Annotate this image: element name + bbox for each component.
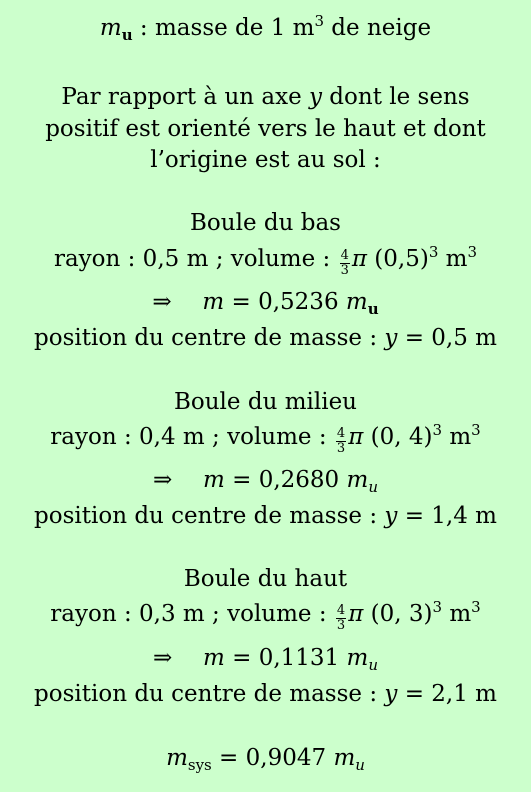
mu-symbol: m [333, 745, 356, 771]
axis-line-1 [0, 82, 531, 112]
mu-definition-text: : masse de 1 m [132, 15, 315, 41]
boule-haut-title: Boule du haut [183, 566, 348, 592]
total-mass-variable: m [166, 745, 188, 771]
mu-subscript: u [355, 756, 365, 774]
mu-subscript: u [368, 656, 378, 674]
volume-unit-exponent: 3 [471, 421, 481, 439]
axis-line-2: positif est orienté vers le haut et dont [45, 116, 486, 142]
boule-haut-rayon-volume [0, 599, 531, 633]
boule-bas-radius-paren: (0,5) [366, 246, 429, 272]
radius-exponent: 3 [428, 243, 439, 261]
boule-milieu-radius-paren: (0, 4) [363, 424, 433, 450]
total-mass-subscript: sys [187, 756, 212, 774]
radius-exponent: 3 [432, 421, 443, 439]
boule-bas-fraction [340, 249, 350, 278]
boule-bas-title: Boule du bas [190, 210, 341, 236]
volume-unit: m [442, 601, 472, 627]
boule-milieu-mass [0, 465, 531, 495]
volume-unit-exponent: 3 [471, 598, 481, 616]
boule-milieu-position-value: = 1,4 m [397, 503, 497, 529]
position-text: position du centre de masse : [34, 503, 385, 529]
boule-haut-rayon-text: rayon : 0,3 m ; volume : [50, 601, 334, 627]
mu-definition [0, 13, 531, 43]
position-variable: y [384, 681, 398, 707]
mu-subscript: u [121, 26, 133, 44]
boule-milieu-position [0, 501, 531, 531]
mass-variable: m [203, 467, 225, 493]
axis-line-1-start: Par rapport à un axe [61, 84, 309, 110]
implies-arrow: ⇒ [153, 645, 173, 671]
boule-haut-mass-value: = 0,1131 [224, 645, 347, 671]
implies-arrow: ⇒ [153, 467, 173, 493]
position-text: position du centre de masse : [34, 681, 385, 707]
pi-symbol: π [348, 424, 364, 450]
position-variable: y [384, 503, 398, 529]
boule-haut-position-value: = 2,1 m [397, 681, 497, 707]
fraction-numerator: 4 [336, 603, 346, 618]
axis-variable: y [309, 84, 322, 110]
boule-milieu-title: Boule du milieu [174, 389, 357, 415]
fraction-numerator: 4 [336, 426, 346, 441]
mass-variable: m [203, 645, 225, 671]
mu-symbol: m [346, 645, 369, 671]
pi-symbol: π [351, 246, 367, 272]
position-text: position du centre de masse : [34, 325, 385, 351]
volume-unit: m [442, 424, 472, 450]
boule-milieu-rayon-text: rayon : 0,4 m ; volume : [50, 424, 334, 450]
boule-haut-position [0, 679, 531, 709]
volume-unit-exponent: 3 [467, 243, 478, 261]
mu-symbol: m [99, 15, 122, 41]
implies-arrow: ⇒ [152, 289, 172, 315]
pi-symbol: π [348, 601, 364, 627]
mu-symbol: m [345, 289, 368, 315]
boule-bas-mass [0, 287, 531, 317]
boule-bas-position-value: = 0,5 m [397, 325, 497, 351]
boule-bas-rayon-volume [0, 244, 531, 278]
boule-haut-mass [0, 643, 531, 673]
volume-unit: m [438, 246, 468, 272]
boule-bas-rayon-text: rayon : 0,5 m ; volume : [53, 246, 338, 272]
fraction-numerator: 4 [340, 248, 349, 263]
boule-bas-position [0, 323, 531, 353]
total-mass-value: = 0,9047 [211, 745, 334, 771]
fraction-denominator: 3 [336, 441, 346, 456]
mass-variable: m [202, 289, 225, 315]
mu-definition-end: de neige [324, 15, 432, 41]
boule-haut-radius-paren: (0, 3) [363, 601, 433, 627]
position-variable: y [384, 325, 398, 351]
mu-subscript: u [368, 478, 378, 496]
fraction-denominator: 3 [336, 618, 346, 633]
boule-bas-mass-value: = 0,5236 [224, 289, 346, 315]
axis-line-1-end: dont le sens [322, 84, 470, 110]
mu-subscript: u [367, 300, 379, 318]
axis-line-3: l’origine est au sol : [150, 147, 381, 173]
boule-milieu-fraction [336, 427, 346, 456]
boule-haut-fraction [336, 604, 346, 633]
boule-milieu-rayon-volume [0, 422, 531, 456]
boule-milieu-mass-value: = 0,2680 [224, 467, 347, 493]
mu-cube-exponent: 3 [314, 12, 324, 30]
total-mass [0, 743, 531, 773]
mu-symbol: m [346, 467, 369, 493]
fraction-denominator: 3 [340, 263, 349, 278]
radius-exponent: 3 [432, 598, 443, 616]
